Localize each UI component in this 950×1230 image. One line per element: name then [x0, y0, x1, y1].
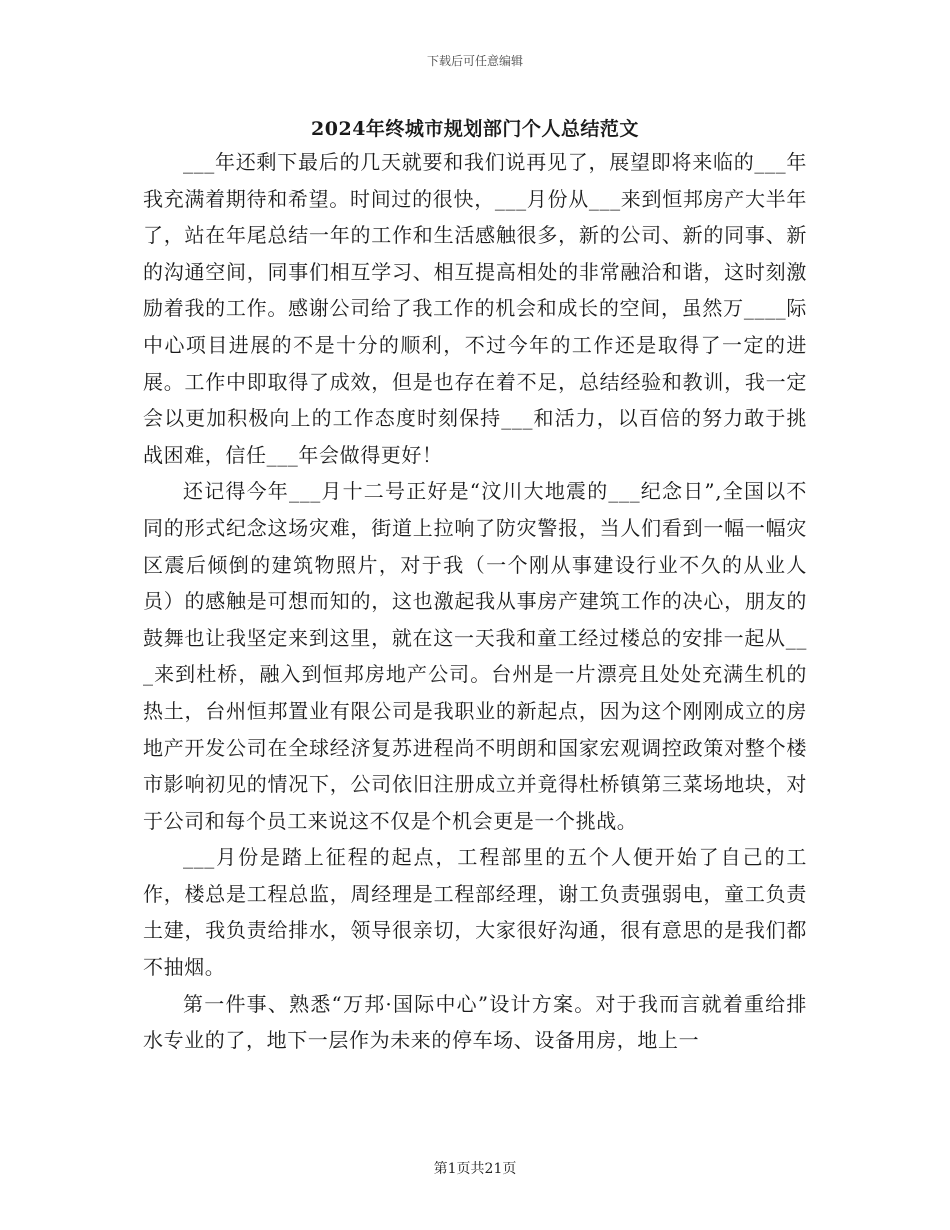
paragraph-3: ___月份是踏上征程的起点，工程部里的五个人便开始了自己的工作，楼总是工程总监，周经理是工程部经理，谢工负责强弱电，童工负责土建，我负责给排水，领导很亲切，大家很好沟通，很有意思的是我们都不抽烟。 [143, 845, 807, 980]
paragraph-1: ___年还剩下最后的几天就要和我们说再见了，展望即将来临的___年我充满着期待和希望。时间过的很快，___月份从___来到恒邦房产大半年了，站在年尾总结一年的工作和生活感触很多，新的公司、新的同事、新的沟通空间，同事们相互学习、相互提高相处的非常融洽和谐，这时刻激励着我的工作。感谢公司给了我工作的机会和成长的空间，虽然万____际中心项目进展的不是十分的顺利，不过今年的工作还是取得了一定的进展。工作中即取得了成效，但是也存在着不足，总结经验和教训，我一定会以更加积极向上的工作态度时刻保持___和活力，以百倍的努力敢于挑战困难，信任___年会做得更好！ [143, 150, 807, 467]
page-number-indicator: 第1页共21页 [433, 1161, 517, 1177]
document-title: 2024年终城市规划部门个人总结范文 [311, 118, 639, 140]
page-header-note: 下载后可任意编辑 [426, 54, 523, 68]
paragraph-4: 第一件事、熟悉“万邦·国际中心”设计方案。对于我而言就着重给排水专业的了，地下一层作为未来的停车场、设备用房，地上一 [143, 991, 807, 1053]
document-body [143, 144, 807, 1059]
paragraph-2: 还记得今年___月十二号正好是“汶川大地震的___纪念日”,全国以不同的形式纪念这场灾难，街道上拉响了防灾警报，当人们看到一幅一幅灾区震后倾倒的建筑物照片，对于我（一个刚从事建设行业不久的从业人员）的感触是可想而知的，这也激起我从事房产建筑工作的决心，朋友的鼓舞也让我坚定来到这里，就在这一天我和童工经过楼总的安排一起从___来到杜桥，融入到恒邦房地产公司。台州是一片漂亮且处处充满生机的热土，台州恒邦置业有限公司是我职业的新起点，因为这个刚刚成立的房地产开发公司在全球经济复苏进程尚不明朗和国家宏观调控政策对整个楼市影响初见的情况下，公司依旧注册成立并竟得杜桥镇第三菜场地块，对于公司和每个员工来说这不仅是个机会更是一个挑战。 [143, 479, 807, 833]
